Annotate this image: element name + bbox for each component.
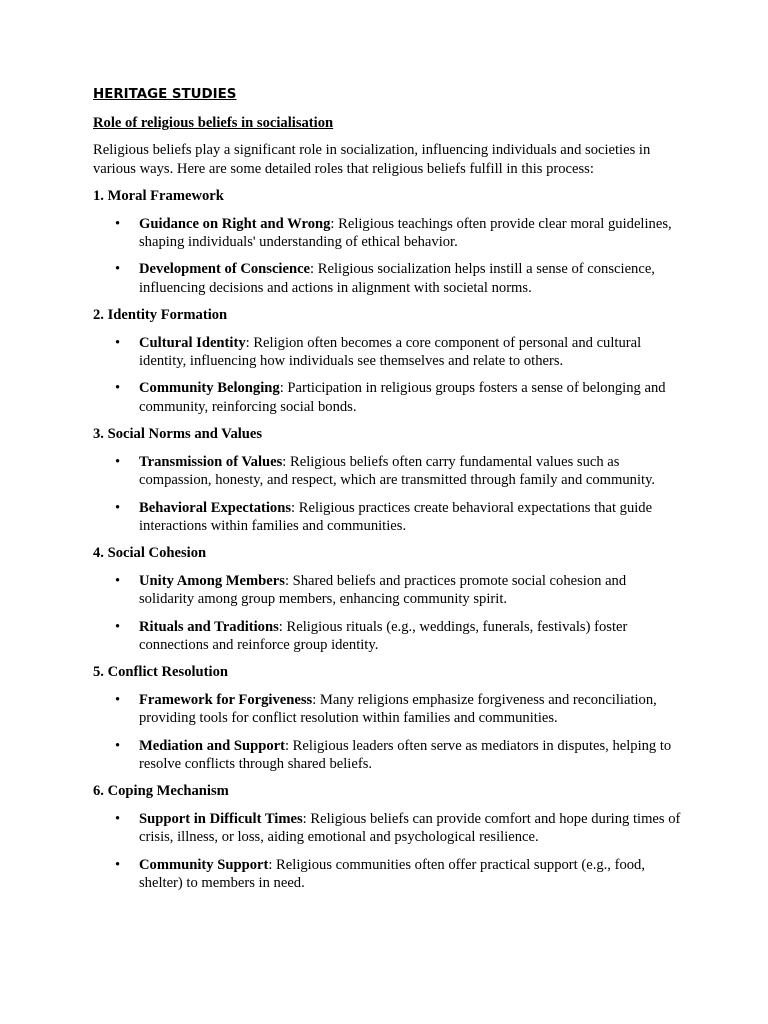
- item-text: : Shared beliefs and practices promote social cohesion and solidarity among group members, enhancing community spirit.: [139, 572, 627, 608]
- list-item: [93, 810, 683, 847]
- bullet-icon: •: [115, 572, 121, 589]
- section-heading: 6. Coping Mechanism: [93, 783, 229, 800]
- bullet-list: [93, 215, 683, 298]
- bullet-icon: •: [115, 691, 121, 708]
- bullet-list: [93, 572, 683, 655]
- section-heading: 1. Moral Framework: [93, 188, 224, 205]
- item-text: : Religious rituals (e.g., weddings, funerals, festivals) foster connections and reinforce group identity.: [139, 618, 628, 653]
- bullet-icon: •: [115, 334, 121, 351]
- item-text: : Many religions emphasize forgiveness and reconciliation, providing tools for conflict resolution within families and communities.: [139, 691, 657, 727]
- bullet-icon: •: [115, 810, 121, 827]
- item-term: Transmission of Values: [139, 453, 283, 470]
- document-body: [93, 85, 683, 892]
- bullet-list: [93, 453, 683, 536]
- document-title: HERITAGE STUDIES: [93, 87, 237, 102]
- bullet-icon: •: [115, 215, 121, 232]
- section-heading: 3. Social Norms and Values: [93, 426, 263, 443]
- section-heading: 4. Social Cohesion: [93, 545, 207, 562]
- bullet-icon: •: [115, 453, 121, 470]
- section-heading: 2. Identity Formation: [93, 307, 228, 324]
- list-item: [93, 215, 683, 252]
- list-item: [93, 618, 683, 655]
- item-text: : Religious beliefs can provide comfort and hope during times of crisis, illness, or loss, aiding emotional and psychological resilience.: [139, 810, 681, 846]
- item-text: : Religious practices create behavioral expectations that guide interactions within families and communities.: [139, 499, 653, 534]
- list-item: [93, 691, 683, 728]
- bullet-icon: •: [115, 856, 121, 873]
- item-text: : Religious teachings often provide clear moral guidelines, shaping individuals' understanding of ethical behavior.: [139, 215, 672, 251]
- bullet-icon: •: [115, 618, 121, 635]
- item-text: : Religious leaders often serve as mediators in disputes, helping to resolve conflicts through shared beliefs.: [139, 737, 672, 772]
- list-item: [93, 737, 683, 774]
- item-term: Development of Conscience: [139, 261, 311, 278]
- bullet-icon: •: [115, 737, 121, 754]
- list-item: [93, 334, 683, 371]
- item-text: : Participation in religious groups fosters a sense of belonging and community, reinforcing social bonds.: [139, 380, 666, 415]
- document-subtitle: Role of religious beliefs in socialisation: [93, 115, 334, 131]
- item-term: Rituals and Traditions: [139, 618, 279, 635]
- item-term: Cultural Identity: [139, 334, 246, 351]
- bullet-icon: •: [115, 261, 121, 278]
- list-item: [93, 379, 683, 416]
- item-text: : Religious socialization helps instill a sense of conscience, influencing decisions and actions in alignment with societal norms.: [139, 261, 655, 296]
- item-term: Community Support: [139, 856, 269, 873]
- section-heading: 5. Conflict Resolution: [93, 664, 228, 681]
- item-term: Behavioral Expectations: [139, 499, 292, 516]
- item-term: Support in Difficult Times: [139, 810, 303, 827]
- list-item: [93, 453, 683, 490]
- list-item: [93, 260, 683, 297]
- bullet-list: [93, 691, 683, 774]
- list-item: [93, 572, 683, 609]
- list-item: [93, 856, 683, 893]
- bullet-icon: •: [115, 499, 121, 516]
- item-term: Community Belonging: [139, 380, 280, 397]
- item-term: Framework for Forgiveness: [139, 691, 313, 708]
- bullet-list: [93, 334, 683, 417]
- item-term: Unity Among Members: [139, 572, 285, 589]
- item-text: : Religious beliefs often carry fundamental values such as compassion, honesty, and respect, which are transmitted through family and community.: [139, 453, 656, 489]
- list-item: [93, 499, 683, 536]
- item-text: : Religion often becomes a core component of personal and cultural identity, influencing how individuals see themselves and relate to others.: [139, 334, 642, 370]
- bullet-icon: •: [115, 380, 121, 397]
- item-text: : Religious communities often offer practical support (e.g., food, shelter) to members in need.: [139, 856, 645, 891]
- item-term: Mediation and Support: [139, 737, 285, 754]
- intro-paragraph: Religious beliefs play a significant role in socialization, influencing individuals and societies in various ways. Here are some detailed roles that religious beliefs fulfill in this process:: [93, 142, 651, 177]
- item-term: Guidance on Right and Wrong: [139, 215, 331, 232]
- bullet-list: [93, 810, 683, 893]
